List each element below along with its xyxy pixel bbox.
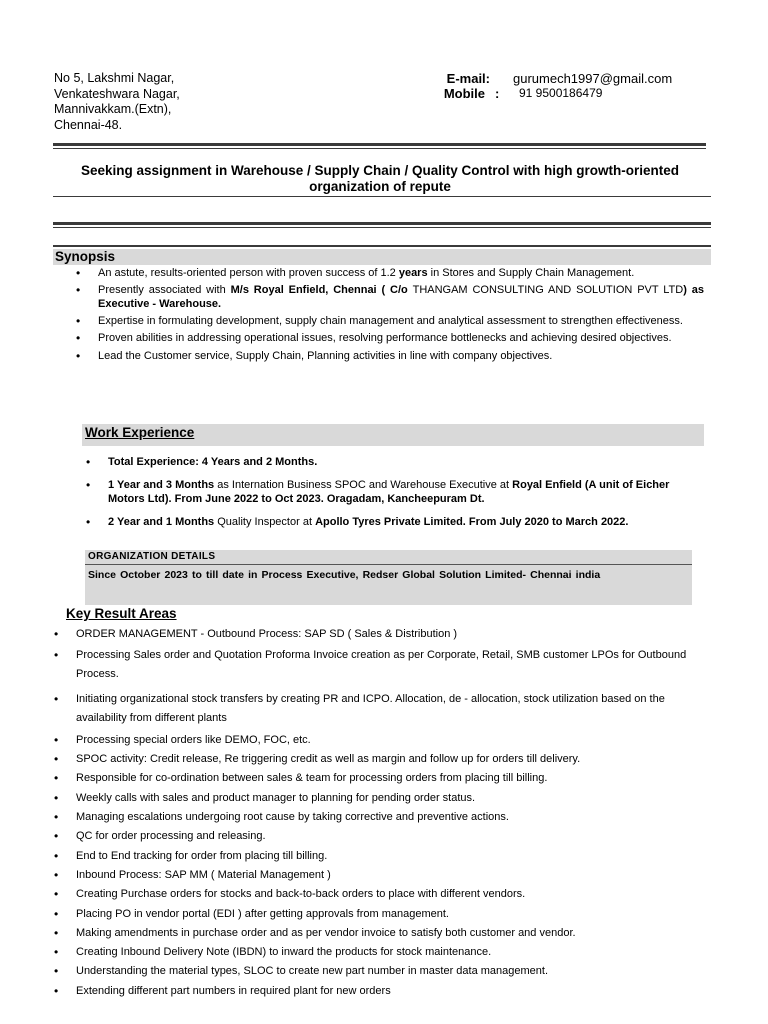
list-item: • Processing special orders like DEMO, FOC, etc. [76,733,708,747]
address-line: Chennai-48. [54,117,123,132]
list-item: • Placing PO in vendor portal (EDI ) after getting approvals from management. [76,907,708,921]
list-item: • Extending different part numbers in required plant for new orders [76,984,708,998]
mobile-separator: : [495,86,500,101]
list-item: • End to End tracking for order from placing till billing. [76,849,708,863]
section-title: Work Experience [85,425,195,440]
divider [53,245,711,247]
objective-statement: Seeking assignment in Warehouse / Supply Chain / Quality Control with high growth-oriented organization of repute [80,163,680,194]
synopsis-list [98,266,704,366]
work-experience-list [108,455,698,537]
list-item: • Processing Sales order and Quotation Proforma Invoice creation as per Corporate, Retail, SMB customer LPOs for Outbound Process. [76,646,708,684]
synopsis-header [53,249,711,265]
list-item: • SPOC activity: Credit release, Re triggering credit as well as margin and follow up for orders till delivery. [76,752,708,766]
divider [53,227,711,228]
kra-list [76,627,708,1003]
list-item: • Initiating organizational stock transfers by creating PR and ICPO. Allocation, de - allocation, stock utilization based on the availability from different plants [76,690,708,728]
list-item: • Creating Purchase orders for stocks and back-to-back orders to place with different vendors. [76,887,708,901]
list-item: • Understanding the material types, SLOC to create new part number in master data management. [76,964,708,978]
work-experience-header [82,424,704,446]
list-item: • An astute, results-oriented person with proven success of 1.2 years in Stores and Supply Chain Management. [98,266,704,280]
list-item: • Creating Inbound Delivery Note (IBDN) to inward the products for stock maintenance. [76,945,708,959]
list-item: • Responsible for co-ordination between sales & team for processing orders from placing till billing. [76,771,708,785]
email-label: E-mail: [446,71,490,86]
divider [53,143,706,146]
section-title: Synopsis [55,249,116,264]
list-item: • Presently associated with M/s Royal Enfield, Chennai ( C/o THANGAM CONSULTING AND SOLUTION PVT LTD) as Executive - Warehouse. [98,283,704,311]
list-item: • 2 Year and 1 Months Quality Inspector at Apollo Tyres Private Limited. From July 2020 to March 2022. [108,515,698,529]
divider [53,196,711,197]
list-item: • Weekly calls with sales and product manager to planning for pending order status. [76,791,708,805]
mobile-label: Mobile [443,86,485,101]
list-item: • Lead the Customer service, Supply Chain, Planning activities in line with company objectives. [98,349,704,363]
section-title: ORGANIZATION DETAILS [88,551,216,562]
list-item: • QC for order processing and releasing. [76,829,708,843]
address-line: No 5, Lakshmi Nagar, [54,71,175,85]
address-line: Mannivakkam.(Extn), [54,102,172,116]
list-item: • Inbound Process: SAP MM ( Material Management ) [76,868,708,882]
address-block [54,71,180,133]
email-value[interactable]: gurumech1997@gmail.com [513,71,673,86]
organization-header [85,550,692,564]
divider [53,148,706,149]
kra-title: Key Result Areas [66,606,177,621]
divider [53,222,711,225]
list-item: • Managing escalations undergoing root cause by taking corrective and preventive actions. [76,810,708,824]
list-item: • Total Experience: 4 Years and 2 Months. [108,455,698,469]
list-item: • 1 Year and 3 Months as Internation Business SPOC and Warehouse Executive at Royal Enfield (A unit of Eicher Motors Ltd). From June 2022 to Oct 2023. Oragadam, Kancheepuram Dt. [108,478,698,506]
list-item: • ORDER MANAGEMENT - Outbound Process: SAP SD ( Sales & Distribution ) [76,627,708,641]
organization-text: Since October 2023 to till date in Process Executive, Redser Global Solution Limited- Chennai india [88,569,601,581]
list-item: • Proven abilities in addressing operational issues, resolving performance bottlenecks and achieving desired objectives. [98,331,704,345]
list-item: • Making amendments in purchase order and as per vendor invoice to satisfy both customer and vendor. [76,926,708,940]
address-line: Venkateshwara Nagar, [54,86,180,101]
list-item: • Expertise in formulating development, supply chain management and analytical assessment to strengthen effectiveness. [98,314,704,328]
organization-body [85,565,692,605]
mobile-value: 91 9500186479 [519,86,603,100]
contact-block [433,71,672,101]
